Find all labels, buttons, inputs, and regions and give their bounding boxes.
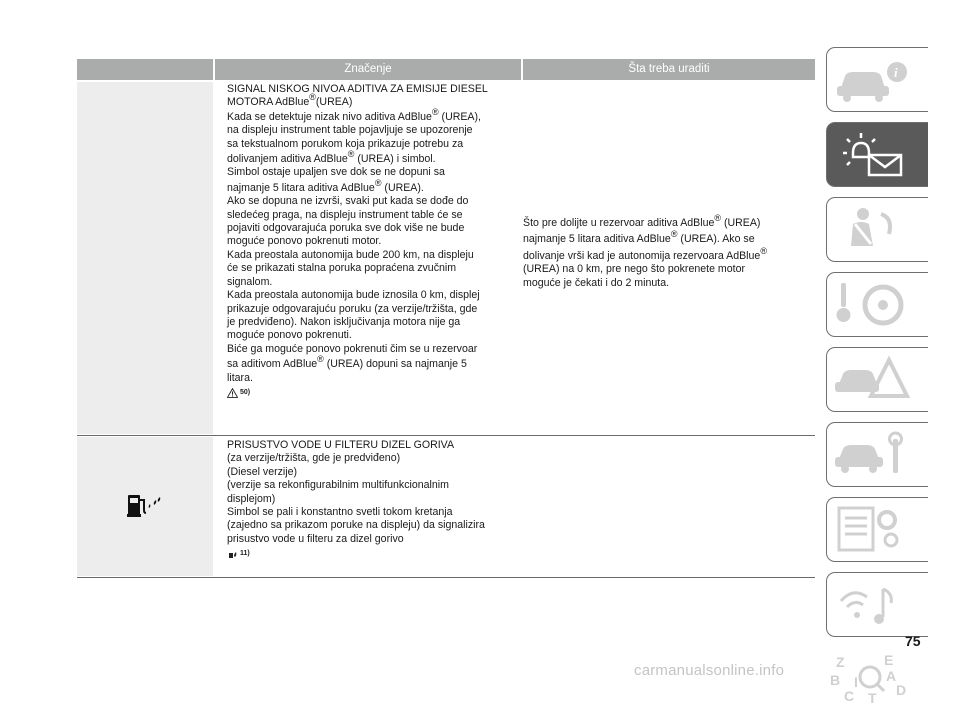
list-gear-icon bbox=[831, 502, 911, 557]
row2-warning-ref: 11) bbox=[227, 547, 523, 560]
tab-multimedia[interactable] bbox=[826, 572, 928, 637]
watermark: carmanualsonline.info bbox=[634, 662, 785, 679]
svg-text:i: i bbox=[894, 65, 898, 80]
tab-warnings[interactable] bbox=[826, 122, 928, 187]
table-bottom-line bbox=[77, 577, 815, 578]
row1-meaning: SIGNAL NISKOG NIVOA ADITIVA ZA EMISIJE DIESEL MOTORA AdBlue®(UREA) Kada se detektuje nizak nivo aditiva AdBlue® (UREA), na displeju instrument table pojavljuje se upozorenje sa tekstualnom porukom koja prikazuje potrebu za dolivanjem aditiva AdBlue® (UREA) i simbol. Simbol ostaje upaljen sve dok se ne dopuni sa najmanje 5 litara aditiva AdBlue® (UREA). Ako se dopuna ne izvrši, svaki put kada se dođe do sledećeg praga, na displeju instrument table će se pojaviti odgovarajuća poruka sve dok više ne bude moguće ponovo pokrenuti motor. Kada preostala autonomija bude 200 km, na displeju će se prikazati stalna poruka popraćena zvučnim signalom. Kada preostala autonomija bude iznosila 0 km, displej prikazuje odgovarajuću poruku (za verzije/tržišta, gde je predviđeno). Nakon isključivanja motora nije ga moguće ponovo pokrenuti. Biće ga moguće ponovo pokrenuti čim se u rezervoar sa aditivom AdBlue® (UREA) dopuni sa najmanje 5 litara. 50) bbox=[227, 83, 523, 399]
header-col-meaning: Značenje bbox=[215, 59, 521, 80]
svg-text:C: C bbox=[844, 688, 855, 704]
svg-text:E: E bbox=[884, 652, 894, 668]
row1-title-line1: SIGNAL NISKOG NIVOA ADITIVA ZA EMISIJE DIESEL bbox=[227, 83, 488, 95]
tab-emergency[interactable] bbox=[826, 347, 928, 412]
warning-light-message-icon bbox=[831, 127, 911, 182]
svg-text:Z: Z bbox=[836, 654, 845, 670]
seatbelt-airbag-icon bbox=[831, 202, 911, 257]
row-divider bbox=[77, 435, 815, 436]
music-note-signal-icon bbox=[831, 577, 911, 632]
fuel-drop-icon bbox=[227, 549, 238, 559]
row1-title-line2: MOTORA AdBlue®(UREA) bbox=[227, 92, 353, 109]
svg-text:B: B bbox=[830, 672, 841, 688]
key-steering-wheel-icon bbox=[831, 277, 911, 332]
svg-text:T: T bbox=[868, 690, 877, 706]
car-info-icon bbox=[831, 52, 911, 107]
emergency-triangle-icon bbox=[831, 352, 911, 407]
row1-warning-ref: 50) bbox=[227, 386, 523, 399]
header-col-action: Šta treba uraditi bbox=[523, 59, 815, 80]
tab-index[interactable] bbox=[826, 647, 928, 707]
warning-triangle-icon bbox=[227, 388, 238, 398]
svg-text:A: A bbox=[886, 668, 897, 684]
page-number: 75 bbox=[905, 633, 921, 649]
row2-meaning: PRISUSTVO VODE U FILTERU DIZEL GORIVA (za verzije/tržišta, gde je predviđeno) (Diesel verzije) (verzije sa rekonfigurabilnim multifunkcionalnim displejom) Simbol se pali i konstantno svetli tokom kretanja (zajedno sa prikazom poruke na displeju) da signalizira prisustvo vode u filteru za dizel gorivo 11) bbox=[227, 439, 523, 561]
index-letters-icon bbox=[826, 647, 926, 707]
tab-safety[interactable] bbox=[826, 197, 928, 262]
svg-text:D: D bbox=[896, 682, 907, 698]
row2-icon-cell bbox=[77, 437, 213, 576]
svg-text:I: I bbox=[854, 674, 858, 690]
tab-technical-data[interactable] bbox=[826, 497, 928, 562]
car-wrench-icon bbox=[831, 427, 911, 482]
tab-maintenance[interactable] bbox=[826, 422, 928, 487]
tab-starting-driving[interactable] bbox=[826, 272, 928, 337]
row1-icon-cell bbox=[77, 82, 213, 434]
row1-action: Što pre dolijte u rezervoar aditiva AdBlue® (UREA) najmanje 5 litara aditiva AdBlue® (UREA). Ako se dolivanje vrši kad je autonomija rezervoara AdBlue® (UREA) na 0 km, pre nego što pokrenete motor moguće je čekati i do 2 minuta. bbox=[523, 213, 767, 289]
tab-car-info[interactable] bbox=[826, 47, 928, 112]
fuel-filter-water-icon bbox=[127, 492, 163, 518]
header-col-icon bbox=[77, 59, 213, 80]
